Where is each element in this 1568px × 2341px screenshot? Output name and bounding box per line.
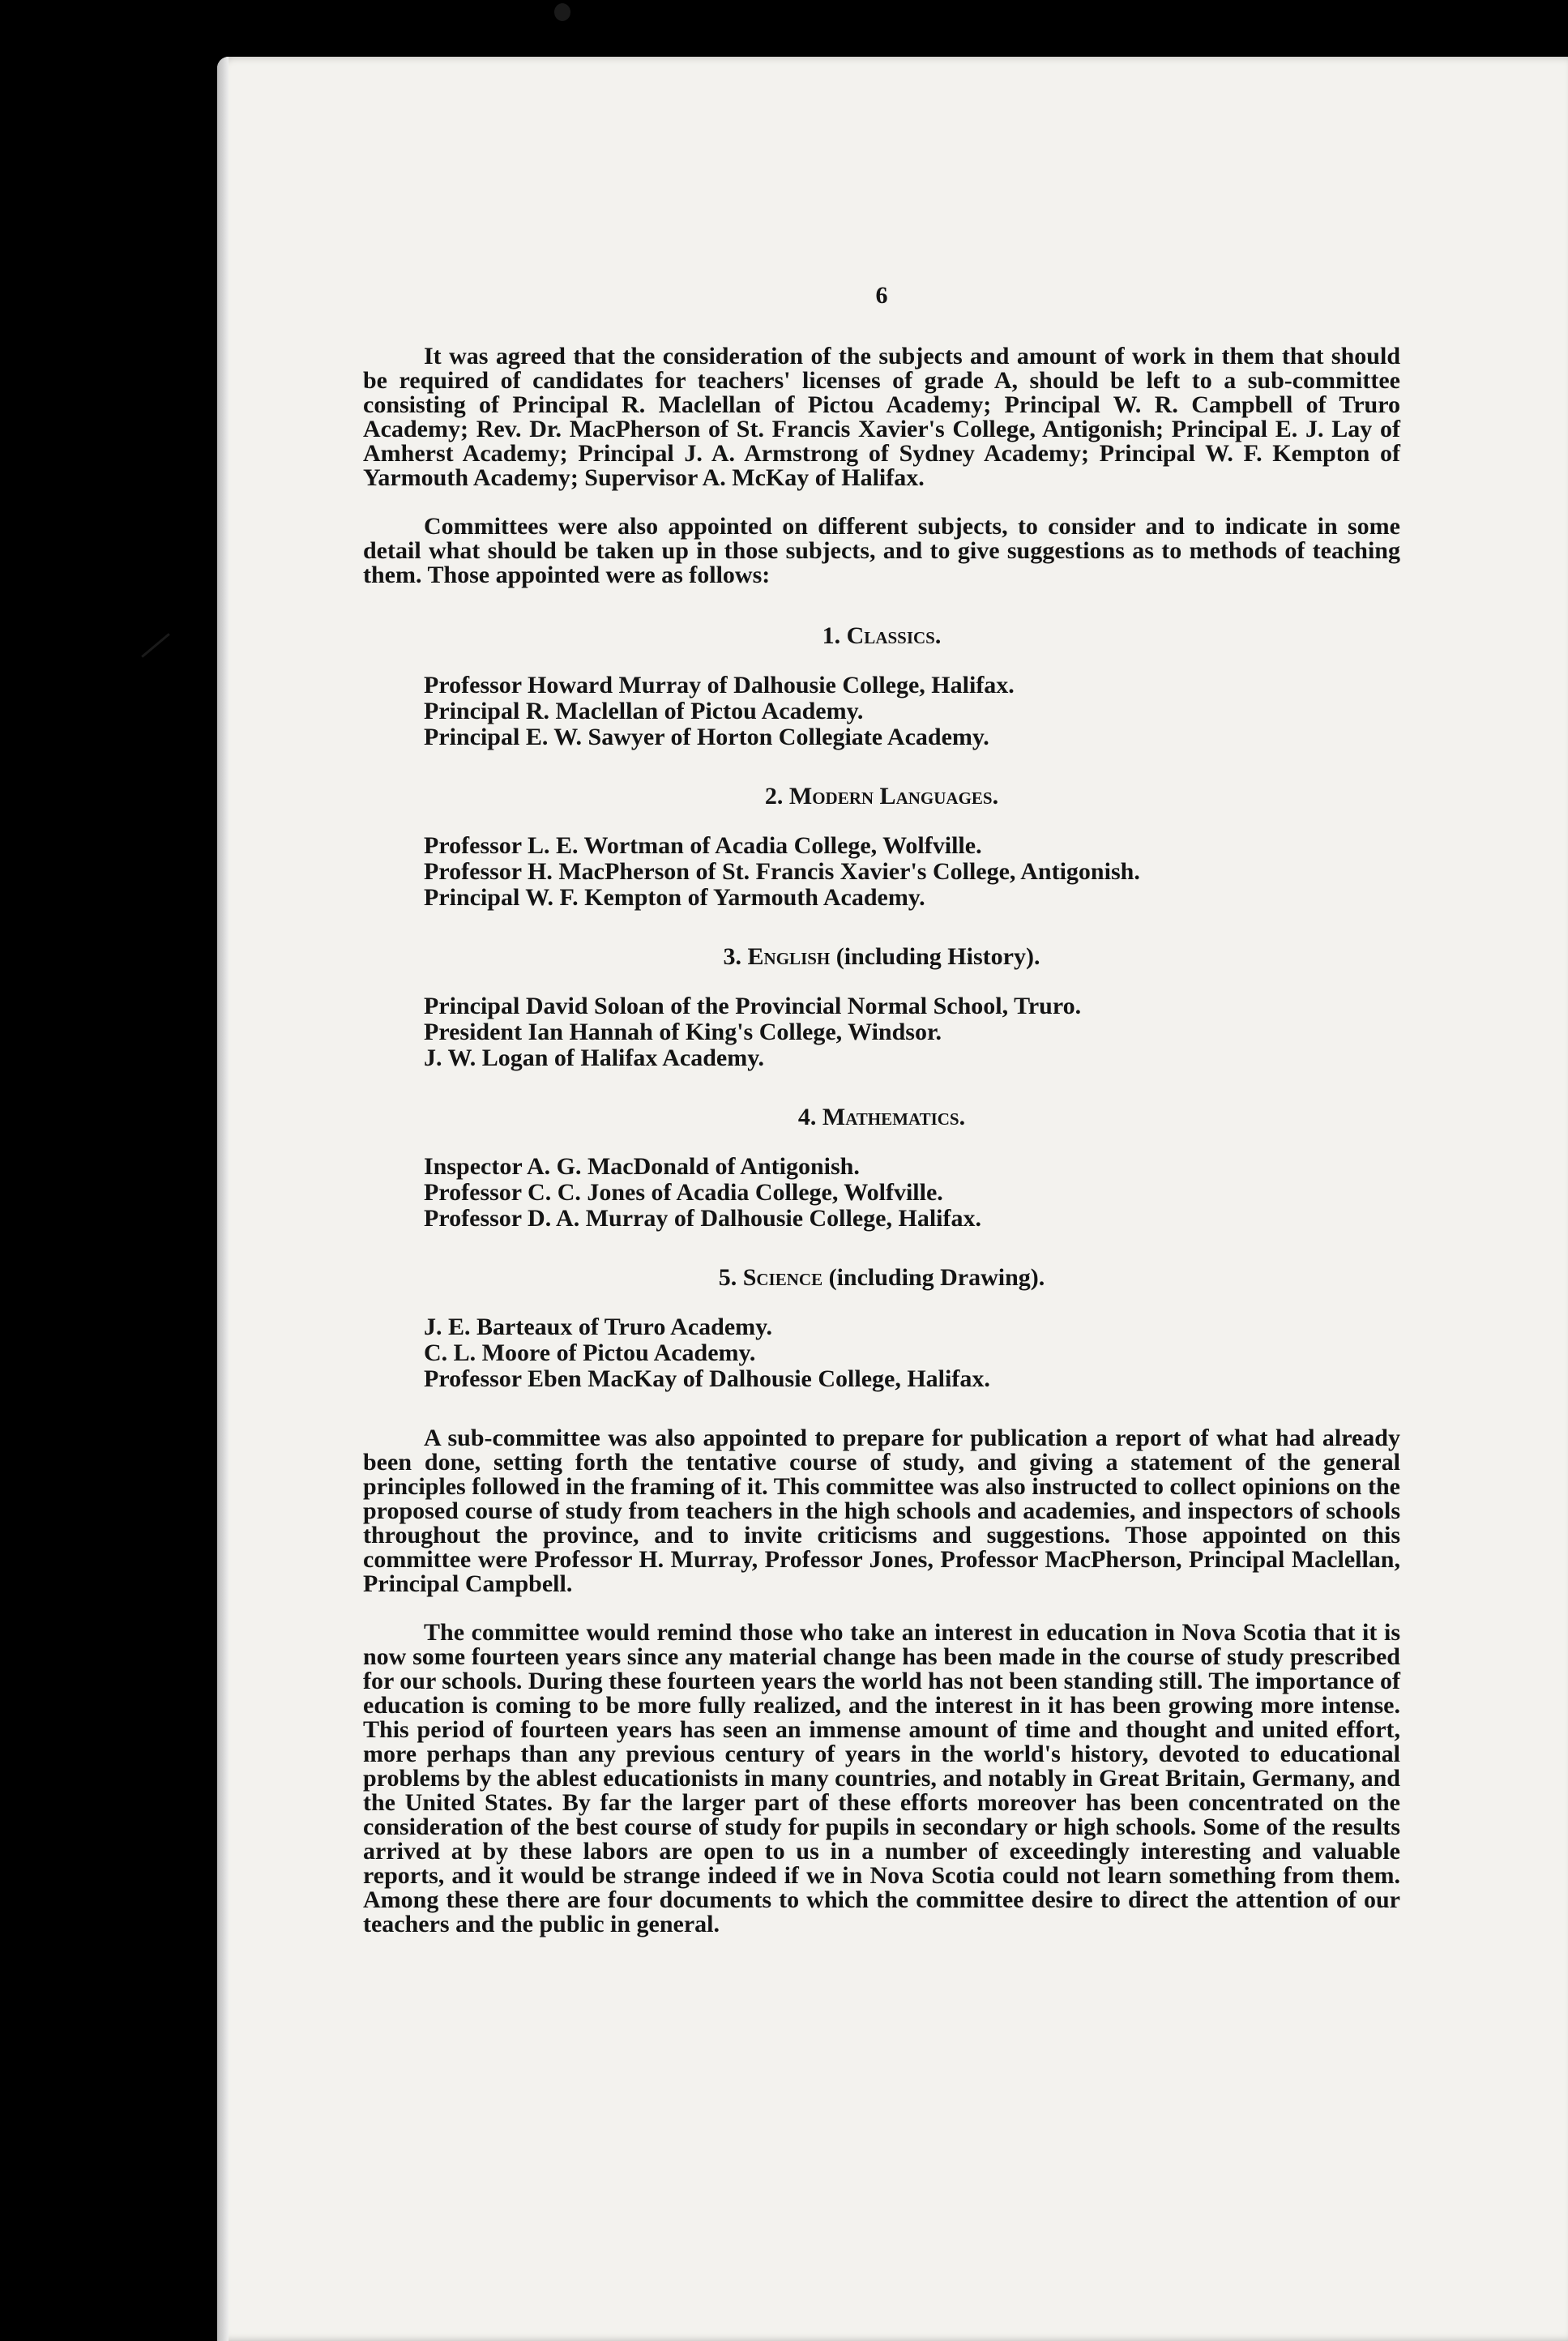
committee-title: Modern Languages.: [788, 783, 999, 810]
committee-member: C. L. Moore of Pictou Academy.: [424, 1339, 756, 1366]
committee-heading: [363, 1266, 1400, 1290]
scan-speck: [554, 3, 570, 21]
committee-member: J. E. Barteaux of Truro Academy.: [424, 1314, 772, 1340]
committee-member: Professor D. A. Murray of Dalhousie College, Halifax.: [424, 1205, 981, 1232]
committee-member: Professor H. MacPherson of St. Francis Xavier's College, Antigonish.: [424, 858, 1140, 885]
committee-member: Professor Eben MacKay of Dalhousie College, Halifax.: [424, 1365, 990, 1392]
page-content: [363, 282, 1401, 1961]
committee-member: J. W. Logan of Halifax Academy.: [424, 1044, 765, 1071]
committee-members: [363, 1314, 1400, 1392]
committee-member: President Ian Hannah of King's College, Windsor.: [424, 1019, 942, 1045]
committee-member: Principal W. F. Kempton of Yarmouth Academy.: [424, 884, 925, 911]
committee-title: English: [747, 943, 831, 970]
committee-members: [363, 1154, 1400, 1232]
committee-member: Professor Howard Murray of Dalhousie College, Halifax.: [424, 672, 1015, 698]
intro-paragraph-1: It was agreed that the consideration of the subjects and amount of work in them that should be required of candidates for teachers' licenses of grade A, should be left to a sub-committee consisting of Principal R. Maclellan of Pictou Academy; Principal W. R. Campbell of Truro Academy; Rev. Dr. MacPherson of St. Francis Xavier's College, Antigonish; Principal E. J. Lay of Amherst Academy; Principal J. A. Armstrong of Sydney Academy; Principal W. F. Kempton of Yarmouth Academy; Supervisor A. McKay of Halifax.: [363, 343, 1400, 491]
closing-paragraph-1: A sub-committee was also appointed to prepare for publication a report of what had already been done, setting forth the tentative course of study, and giving a statement of the general principles followed in the framing of it. This committee was also instructed to collect opinions on the proposed course of study from teachers in the high schools and academies, and inspectors of schools throughout the province, and to invite criticisms and suggestions. Those appointed on this committee were Professor H. Murray, Professor Jones, Professor MacPherson, Principal Maclellan, Principal Campbell.: [363, 1425, 1400, 1597]
committee-members: [363, 673, 1400, 750]
committee-title: Science: [742, 1264, 823, 1291]
committee-member: Principal R. Maclellan of Pictou Academy.: [424, 698, 864, 724]
committee-modern-languages: [363, 784, 1400, 911]
page-number: 6: [875, 282, 888, 309]
committee-title: Classics.: [846, 622, 942, 649]
committee-heading: [363, 1105, 1400, 1130]
committee-classics: [363, 624, 1400, 750]
committee-number: 2.: [764, 783, 784, 810]
committee-member: Principal David Soloan of the Provincial Normal School, Truro.: [424, 993, 1082, 1019]
page-frame: [217, 57, 1568, 2341]
committee-title: Mathematics.: [822, 1104, 966, 1130]
committee-member: Principal E. W. Sawyer of Horton Collegiate Academy.: [424, 724, 989, 750]
committee-science: [363, 1266, 1400, 1392]
committee-heading: [363, 624, 1400, 648]
committee-note: (including History).: [835, 943, 1040, 970]
committee-number: 3.: [723, 943, 742, 970]
committee-member: Inspector A. G. MacDonald of Antigonish.: [424, 1153, 860, 1180]
committee-member: Professor L. E. Wortman of Acadia College, Wolfville.: [424, 832, 982, 859]
committee-number: 5.: [718, 1264, 737, 1291]
intro-paragraph-2: Committees were also appointed on different subjects, to consider and to indicate in some detail what should be taken up in those subjects, and to give suggestions as to methods of teaching them. Those appointed were as follows:: [363, 513, 1400, 588]
committee-number: 1.: [822, 622, 841, 649]
committee-member: Professor C. C. Jones of Acadia College, Wolfville.: [424, 1179, 943, 1206]
committee-members: [363, 993, 1400, 1071]
committee-number: 4.: [797, 1104, 817, 1130]
committee-note: (including Drawing).: [828, 1264, 1045, 1291]
scan-mark: [141, 633, 170, 658]
committee-mathematics: [363, 1105, 1400, 1232]
committee-members: [363, 833, 1400, 911]
closing-paragraph-2: The committee would remind those who take an interest in education in Nova Scotia that it is now some fourteen years since any material change has been made in the course of study prescribed for our schools. During these fourteen years the world has not been standing still. The importance of education is coming to be more fully realized, and the interest in it has been growing more intense. This period of fourteen years has seen an immense amount of time and thought and united effort, more perhaps than any previous century of years in the world's history, devoted to educational problems by the ablest educationists in many countries, and notably in Great Britain, Germany, and the United States. By far the larger part of these efforts moreover has been concentrated on the consideration of the best course of study for pupils in secondary or high schools. Some of the results arrived at by these labors are open to us in a number of exceedingly interesting and valuable reports, and it would be strange indeed if we in Nova Scotia could not learn something from them. Among these there are four documents to which the committee desire to direct the attention of our teachers and the public in general.: [363, 1619, 1401, 1937]
committee-heading: [363, 784, 1400, 809]
committee-heading: [363, 945, 1400, 969]
committee-english: [363, 945, 1400, 1071]
